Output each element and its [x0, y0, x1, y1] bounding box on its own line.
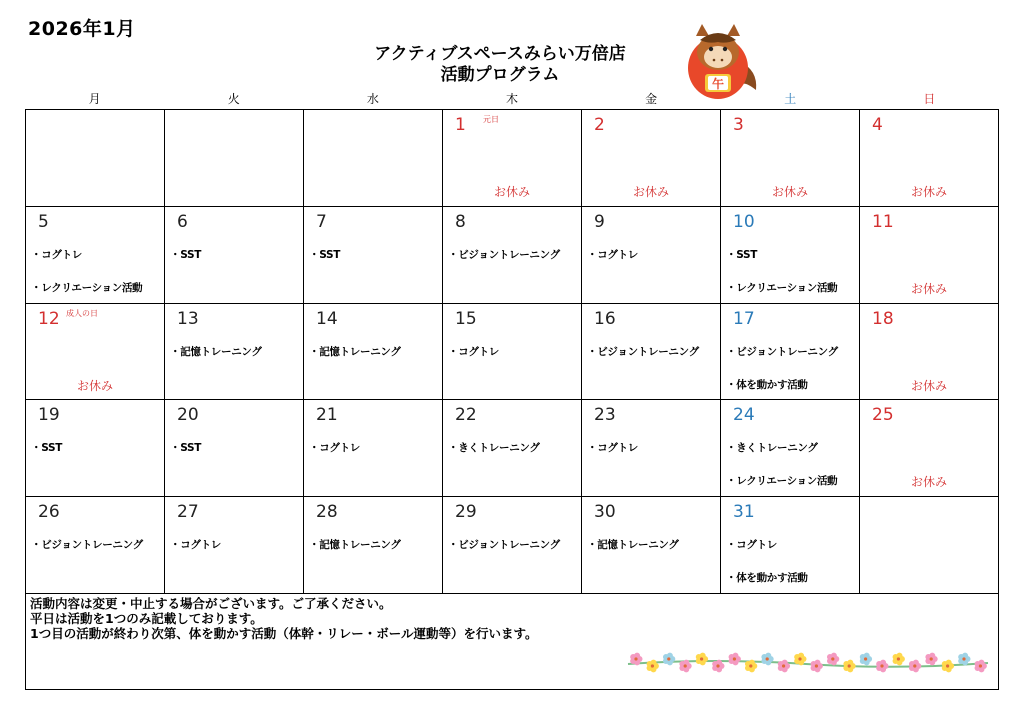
flower-icon	[729, 653, 741, 666]
activity-item: ・体を動かす活動	[726, 572, 808, 585]
flower-icon	[778, 660, 790, 673]
day-number: 16	[594, 308, 616, 329]
day-number: 23	[594, 405, 616, 426]
activity-item: ・記憶トレーニング	[309, 345, 401, 358]
calendar-day-cell	[304, 497, 443, 594]
activity-item: ・ビジョントレーニング	[587, 345, 699, 358]
flower-icon	[843, 660, 855, 673]
calendar-day-cell	[304, 207, 443, 304]
calendar-day-cell	[443, 207, 582, 304]
activity-item: ・コグトレ	[170, 539, 221, 552]
day-number: 13	[177, 308, 199, 329]
calendar-day-cell	[860, 304, 999, 401]
day-number: 10	[733, 211, 755, 232]
note-line-3: 1つ目の活動が終わり次第、体を動かす活動（体幹・リレー・ボール運動等）を行います。	[30, 626, 538, 641]
flower-icon	[975, 660, 987, 673]
horse-daruma-icon	[682, 22, 764, 100]
closed-label: お休み	[632, 185, 669, 199]
closed-label: お休み	[910, 281, 947, 296]
flower-icon	[860, 653, 872, 666]
day-number: 15	[455, 308, 477, 329]
day-number: 31	[733, 502, 755, 523]
title-line-1: アクティブスペースみらい万倍店	[374, 44, 626, 64]
calendar-day-cell	[860, 207, 999, 304]
activity-item: ・コグトレ	[448, 345, 499, 358]
day-number: 27	[177, 502, 199, 523]
calendar-day-cell	[165, 497, 304, 594]
activity-item: ・SST	[726, 248, 758, 261]
activity-item: ・SST	[31, 442, 63, 455]
day-number: 26	[38, 502, 60, 523]
calendar-day-cell	[443, 497, 582, 594]
flower-garland-decoration	[626, 648, 991, 676]
activity-item: ・SST	[170, 442, 202, 455]
note-line-2: 平日は活動を1つのみ記載しております。	[30, 611, 263, 626]
day-number: 11	[872, 211, 894, 232]
day-number: 7	[316, 211, 327, 232]
calendar-day-cell	[582, 304, 721, 401]
closed-label: お休み	[493, 185, 530, 199]
calendar-day-cell	[443, 110, 582, 207]
calendar-day-cell	[165, 110, 304, 207]
calendar-grid	[25, 109, 999, 594]
day-number: 4	[872, 115, 883, 135]
month-heading: 2026年1月	[28, 18, 136, 40]
activity-item: ・コグトレ	[726, 539, 777, 552]
closed-label: お休み	[910, 378, 947, 393]
activity-item: ・コグトレ	[309, 442, 360, 455]
calendar-day-cell	[721, 110, 860, 207]
day-number: 17	[733, 308, 755, 329]
holiday-name: 成人の日	[66, 308, 98, 318]
calendar-day-cell	[443, 400, 582, 497]
flower-icon	[811, 660, 823, 673]
day-number: 28	[316, 502, 338, 523]
page-title	[330, 44, 670, 86]
calendar-day-cell	[165, 207, 304, 304]
flower-icon	[876, 660, 888, 673]
activity-item: ・ビジョントレーニング	[726, 345, 838, 358]
calendar-day-cell	[721, 207, 860, 304]
day-number: 29	[455, 502, 477, 523]
calendar-day-cell	[860, 497, 999, 594]
weekday-header	[25, 90, 999, 110]
activity-item: ・コグトレ	[587, 442, 638, 455]
calendar-day-cell	[860, 400, 999, 497]
activity-item: ・レクリエーション活動	[726, 281, 838, 294]
weekday-wed: 水	[366, 92, 379, 106]
activity-item: ・きくトレーニング	[448, 442, 540, 455]
weekday-tue: 火	[227, 92, 240, 106]
day-number: 19	[38, 405, 60, 426]
day-number: 5	[38, 211, 49, 232]
calendar-day-cell	[26, 304, 165, 401]
calendar-day-cell	[721, 497, 860, 594]
calendar-day-cell	[443, 304, 582, 401]
day-number: 21	[316, 405, 338, 426]
activity-item: ・SST	[309, 248, 341, 261]
calendar-day-cell	[582, 400, 721, 497]
holiday-name: 元日	[483, 115, 499, 124]
flower-icon	[942, 660, 954, 673]
calendar-day-cell	[582, 207, 721, 304]
note-line-1: 活動内容は変更・中止する場合がございます。ご了承ください。	[30, 596, 392, 611]
calendar-day-cell	[26, 110, 165, 207]
calendar-day-cell	[721, 304, 860, 401]
closed-label: お休み	[910, 185, 947, 199]
day-number: 2	[594, 115, 605, 135]
flower-icon	[893, 653, 905, 666]
flower-icon	[827, 653, 839, 666]
activity-item: ・コグトレ	[31, 248, 82, 261]
activity-item: ・ビジョントレーニング	[448, 248, 560, 261]
flower-icon	[925, 653, 937, 666]
weekday-mon: 月	[88, 92, 101, 106]
activity-item: ・ビジョントレーニング	[448, 539, 560, 552]
calendar-day-cell	[26, 400, 165, 497]
day-number: 20	[177, 405, 199, 426]
day-number: 24	[733, 405, 755, 426]
calendar-day-cell	[304, 110, 443, 207]
flower-icon	[663, 653, 675, 666]
day-number: 14	[316, 308, 338, 329]
day-number: 9	[594, 211, 605, 232]
calendar-day-cell	[26, 207, 165, 304]
closed-label: お休み	[771, 185, 808, 199]
calendar-day-cell	[165, 304, 304, 401]
activity-item: ・記憶トレーニング	[587, 539, 679, 552]
activity-item: ・記憶トレーニング	[309, 539, 401, 552]
calendar-day-cell	[721, 400, 860, 497]
day-number: 6	[177, 211, 188, 232]
calendar-day-cell	[26, 497, 165, 594]
day-number: 18	[872, 308, 894, 329]
weekday-fri: 金	[645, 92, 658, 106]
closed-label: お休み	[76, 378, 113, 393]
calendar-day-cell	[860, 110, 999, 207]
activity-item: ・きくトレーニング	[726, 442, 818, 455]
day-number: 1	[455, 115, 466, 135]
calendar-day-cell	[582, 497, 721, 594]
day-number: 22	[455, 405, 477, 426]
flower-icon	[761, 653, 773, 666]
weekday-sun: 日	[923, 92, 936, 106]
day-number: 8	[455, 211, 466, 232]
activity-item: ・レクリエーション活動	[726, 475, 838, 488]
day-number: 3	[733, 115, 744, 135]
weekday-thu: 木	[505, 92, 518, 106]
calendar-day-cell	[582, 110, 721, 207]
activity-item: ・コグトレ	[587, 248, 638, 261]
activity-item: ・レクリエーション活動	[31, 281, 143, 294]
calendar-day-cell	[304, 400, 443, 497]
activity-item: ・体を動かす活動	[726, 378, 808, 391]
flower-icon	[909, 660, 921, 673]
day-number: 30	[594, 502, 616, 523]
calendar-day-cell	[165, 400, 304, 497]
day-number: 25	[872, 405, 894, 426]
mascot-label: 午	[711, 77, 725, 91]
day-number: 12	[38, 308, 60, 329]
title-line-2: 活動プログラム	[440, 65, 560, 85]
activity-item: ・ビジョントレーニング	[31, 539, 143, 552]
closed-label: お休み	[910, 475, 947, 490]
flower-icon	[696, 653, 708, 666]
activity-item: ・SST	[170, 248, 202, 261]
weekday-sat: 土	[784, 92, 797, 106]
activity-item: ・記憶トレーニング	[170, 345, 262, 358]
calendar-day-cell	[304, 304, 443, 401]
